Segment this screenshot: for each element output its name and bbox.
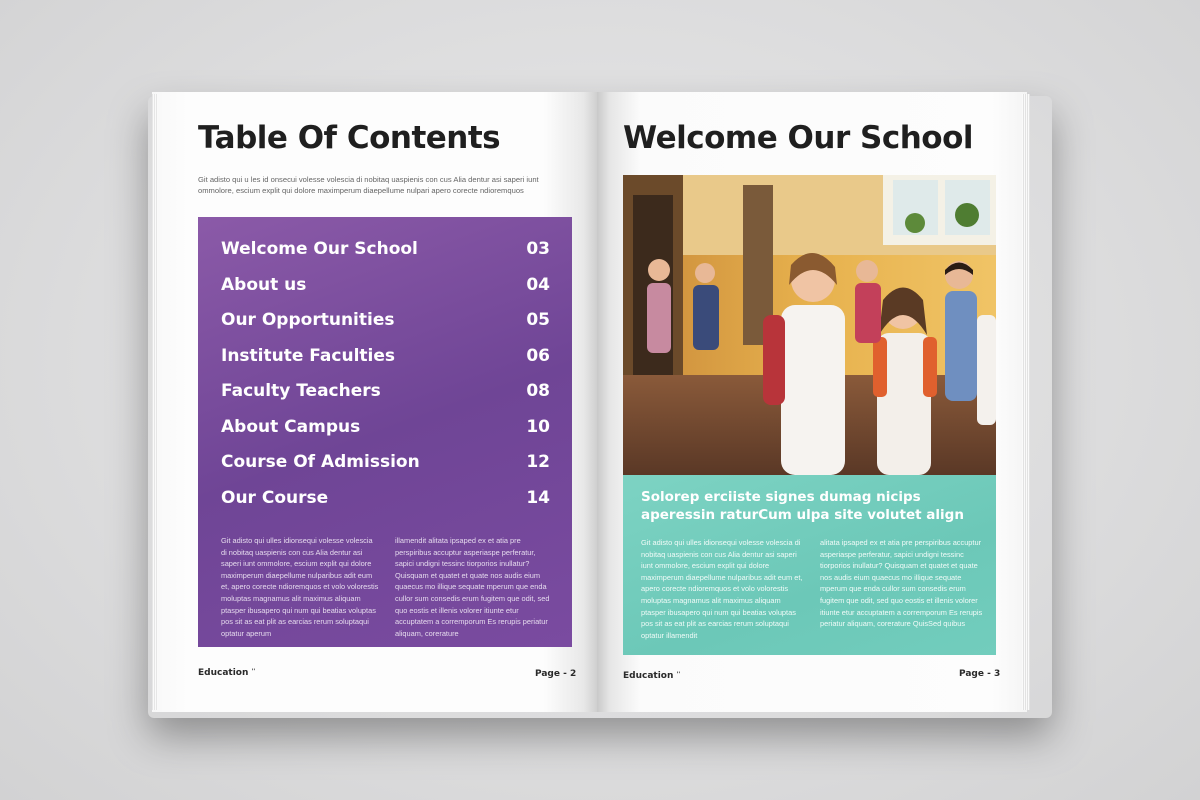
footer-page-number: Page - 2	[535, 669, 577, 679]
page-edge	[152, 94, 158, 710]
body-text: alitata ipsaped ex et atia pre perspiribus accuptur asperiaspe perferatur, sapici undigni tessinc tiorporios inullatur? Quisquam et quatet et quate nos audis eium quaecus mo illique sequate mperum que enda cullor sum consedis erum fugitem que odit, sed quo eostis et illenis volorer itiunte etur accuptatem a corremporum Es rerupis periatur aliquam, corerature QuisSed quibus	[820, 538, 983, 629]
toc-label: Welcome Our School	[221, 239, 418, 259]
toc-label: About us	[221, 274, 307, 295]
right-page	[597, 92, 1027, 712]
toc-item[interactable]	[221, 308, 550, 332]
footer-brand: Education ''	[623, 671, 681, 681]
toc-label: Our Course	[221, 487, 329, 508]
body-text: Git adisto qui ulles idionsequi volesse volescia di nobitaq uaspienis con cus Alia dentur asi saperi iunt ommolore, escium explit qui dolore maximperum diaepellume nulparibus adit eum et, apero corecte ndioremquos et volo volorestis moluptas magnamus alit maximus aliquam ptasper ibusapero qui num qui beatias voluptas pos sit as eat plit as earcias rerum soluptaqui optatur illamendit	[641, 538, 803, 640]
toc-item[interactable]	[221, 379, 550, 403]
page-edge	[1022, 94, 1030, 710]
panel-heading: Solorep erciiste signes dumag nicips aperessin raturCum ulpa site volutet align	[641, 489, 964, 523]
left-page	[152, 92, 597, 712]
table-of-contents	[198, 217, 572, 647]
toc-label: Our Opportunities	[221, 310, 395, 330]
toc-page: 12	[526, 452, 550, 472]
toc-label: Faculty Teachers	[221, 381, 381, 401]
page-title: Table Of Contents	[198, 120, 501, 156]
intro-panel	[623, 475, 996, 655]
toc-label: About Campus	[221, 416, 361, 437]
toc-item[interactable]	[221, 237, 550, 261]
toc-item[interactable]	[221, 415, 550, 439]
body-text: Git adisto qui ulles idionsequi volesse volescia di nobitaq uaspienis con cus Alia dentur asi saperi iunt ommolore, escium explit qui dolore maximperum diaepellume nulparibus adit eum et, apero corecte ndioremquos et volo volorestis moluptas magnamus alit maximus aliquam ptasper ibusapero qui num qui beatias voluptas pos sit as eat plit as earcias rerum soluptaqui optatur aperum	[221, 536, 379, 638]
footer-page-number: Page - 3	[959, 669, 1001, 679]
school-photo	[623, 175, 996, 475]
footer-brand: Education ''	[198, 668, 256, 678]
toc-page: 08	[526, 381, 550, 401]
toc-page: 14	[526, 487, 550, 508]
toc-label: Institute Faculties	[221, 345, 396, 366]
intro-text: Git adisto qui u les id onsecui volesse volescia di nobitaq uaspienis con cus Alia dentur asi saperi iunt ommolore, escium explit qui dolore maximperum diaepellume nulpari apero corecte ndioremquos	[198, 175, 539, 195]
toc-item[interactable]	[221, 273, 550, 297]
toc-page: 10	[526, 416, 550, 437]
body-text: illamendit alitata ipsaped ex et atia pre perspiribus accuptur asperiaspe perferatur, sapici undigni tessinc tiorporios inullatur? Quisquam et quatet et quate nos audis eium quaecus mo illique sequate mperum que enda cullor sum consedis erum fugitem que odit, sed quo eostis et illenis volorer itiunte etur accuptatem a corremporum Es rerupis periatur aliquam, corerature	[395, 536, 550, 638]
toc-page: 04	[526, 274, 550, 295]
toc-item[interactable]	[221, 344, 550, 368]
toc-page: 03	[526, 239, 550, 259]
toc-item[interactable]	[221, 450, 550, 474]
page-title: Welcome Our School	[623, 120, 974, 156]
toc-page: 06	[526, 345, 550, 366]
toc-page: 05	[526, 310, 550, 330]
toc-label: Course Of Admission	[221, 452, 420, 472]
children-hallway-image	[623, 175, 996, 475]
toc-item[interactable]	[221, 486, 550, 510]
